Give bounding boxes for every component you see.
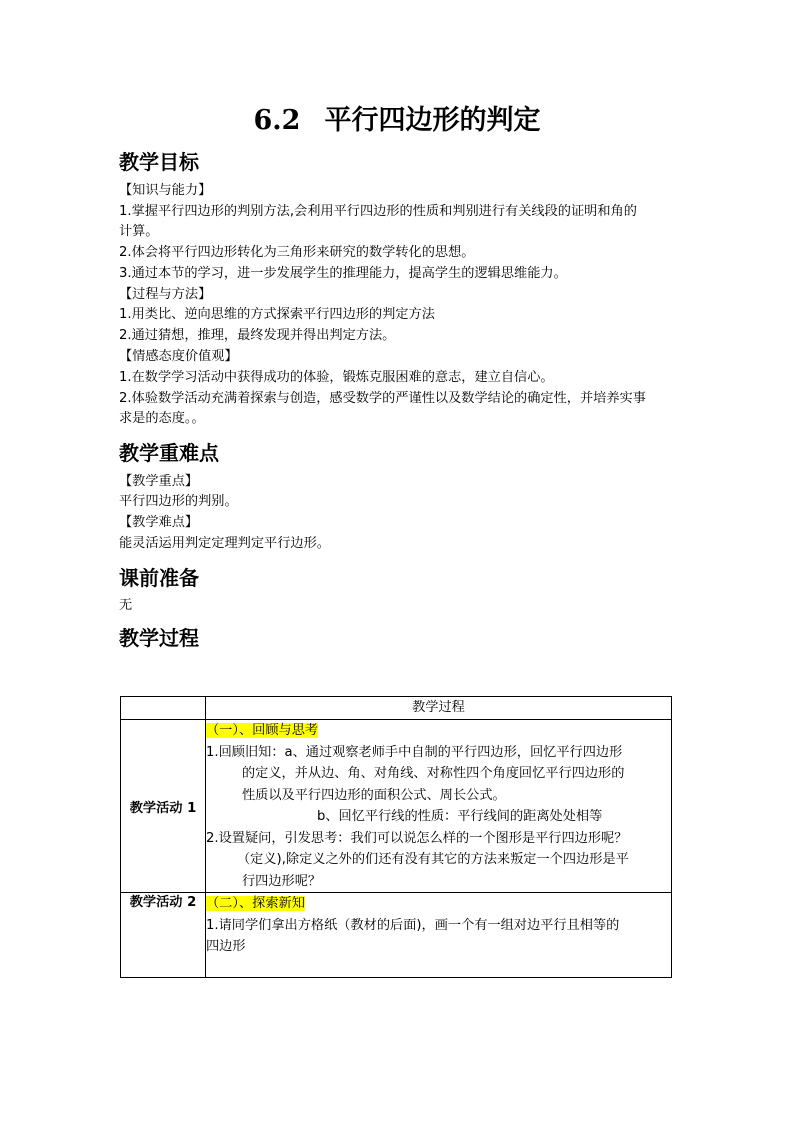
content-line: 1.请同学们拿出方格纸（教材的后面)，画一个有一组对边平行且相等的	[206, 917, 620, 933]
emotion-label: 【情感态度价值观】	[119, 349, 238, 364]
table-corner-cell	[121, 697, 206, 720]
table-header-row	[121, 697, 672, 720]
difficulty-label: 【教学难点】	[119, 515, 199, 530]
content-line: 行四边形呢？	[242, 873, 322, 889]
content-line: 性质以及平行四边形的面积公式、周长公式。	[242, 787, 506, 803]
emotion-item-2-line2: 求是的态度。。	[119, 411, 205, 426]
content-line: b、回忆平行线的性质：平行线间的距离处处相等	[317, 809, 603, 824]
content-line: 的定义，并从边、角、对角线、对称性四个角度回忆平行四边形的	[242, 766, 625, 781]
knowledge-label: 【知识与能力】	[119, 183, 212, 198]
activity-section-title: （一）、回顾与思考	[206, 723, 319, 738]
focus-text: 平行四边形的判别。	[119, 494, 238, 509]
emotion-item-1: 1.在数学学习活动中获得成功的体验，锻炼克服困难的意志，建立自信心。	[119, 370, 554, 385]
prep-text: 无	[119, 598, 133, 613]
knowledge-item-3: 3.通过本节的学习，进一步发展学生的推理能力，提高学生的逻辑思维能力。	[119, 266, 567, 281]
content-line: （定义),除定义之外的们还有没有其它的方法来叛定一个四边形是平	[237, 852, 629, 867]
section-number: 6.2	[253, 105, 301, 136]
page-title	[0, 98, 794, 137]
activity-content	[206, 893, 672, 978]
table-column-header: 教学过程	[206, 697, 672, 720]
difficulty-text: 能灵活运用判定定理判定平行边形。	[119, 536, 330, 551]
heading-prep: 课前准备	[119, 566, 199, 590]
content-line: 1.回顾旧知：a、通过观察老师手中自制的平行四边形，回忆平行四边形	[206, 744, 623, 760]
title-text: 平行四边形的判定	[324, 105, 541, 136]
table-row	[121, 893, 672, 978]
table-row	[121, 720, 672, 893]
content-line: 四边形	[206, 939, 246, 954]
knowledge-item-2: 2.体会将平行四边形转化为三角形来研究的数学转化的思想。	[119, 245, 475, 260]
content-line: 2.设置疑问，引发思考：我们可以说怎么样的一个图形是平行四边形呢？	[206, 830, 628, 846]
activity-label: 教学活动 1	[121, 720, 206, 893]
heading-process: 教学过程	[119, 626, 199, 650]
activity-content	[206, 720, 672, 893]
activity-label: 教学活动 2	[121, 893, 206, 978]
process-item-1: 1.用类比、逆向思维的方式探索平行四边形的判定方法	[119, 307, 435, 322]
process-item-2: 2.通过猜想，推理，最终发现并得出判定方法。	[119, 328, 396, 343]
focus-label: 【教学重点】	[119, 474, 199, 489]
knowledge-item-1-line1: 1.掌握平行四边形的判别方法,会利用平行四边形的性质和判别进行有关线段的证明和角的	[119, 204, 637, 219]
activity-section-title: （二）、探索新知	[206, 896, 305, 911]
process-table	[120, 696, 672, 978]
heading-goals: 教学目标	[119, 150, 199, 174]
heading-key-points: 教学重难点	[119, 441, 219, 465]
emotion-item-2-line1: 2.体验数学活动充满着探索与创造，感受数学的严谨性以及数学结论的确定性，并培养实事	[119, 391, 646, 406]
process-label: 【过程与方法】	[119, 287, 212, 302]
knowledge-item-1-line2: 计算。	[119, 224, 159, 239]
